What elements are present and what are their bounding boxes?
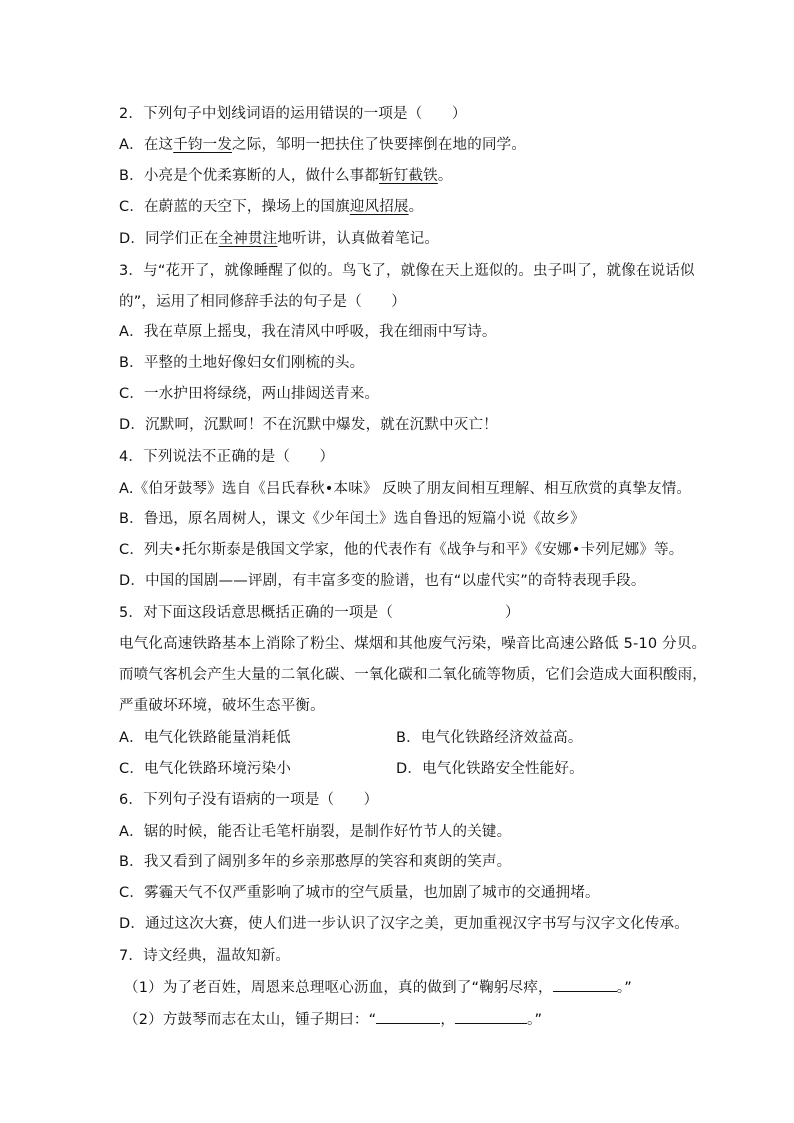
- q7-stem: 7．诗文经典，温故知新。: [119, 948, 291, 964]
- q3-stem-line1: 3．与“花开了，就像睡醒了似的。鸟飞了，就像在天上逛似的。虫子叫了，就像在说话似: [119, 263, 695, 279]
- q7-item-2: （2）方鼓琴而志在太山，锺子期曰：“ ， 。”: [124, 1009, 542, 1030]
- answer-blank[interactable]: [455, 1009, 527, 1024]
- q2-option-a: A．在这千钧一发之际，邹明一把扶住了快要摔倒在地的同学。: [119, 137, 527, 153]
- q6-option-c: C．雾霾天气不仅严重影响了城市的空气质量，也加剧了城市的交通拥堵。: [119, 885, 600, 901]
- q5-option-b: B．电气化铁路经济效益高。: [396, 730, 583, 746]
- q3-stem-line2: 的”，运用了相同修辞手法的句子是（ ）: [119, 294, 407, 310]
- q4-option-d: D．中国的国剧——评剧，有丰富多变的脸谱，也有“以虚代实”的奇特表现手段。: [119, 573, 646, 589]
- q5-passage-line1: 电气化高速铁路基本上消除了粉尘、煤烟和其他废气污染，噪音比高速公路低 5-10 分贝。: [119, 636, 707, 652]
- q2-option-d: D．同学们正在全神贯注地听讲，认真做着笔记。: [119, 231, 440, 247]
- q5-passage-line3: 严重破坏环境，破坏生态平衡。: [119, 698, 325, 714]
- underlined-word: 斩钉截铁: [379, 168, 438, 184]
- q5-option-a: A．电气化铁路能量消耗低: [119, 730, 291, 746]
- q3-option-d: D．沉默呵，沉默呵！不在沉默中爆发，就在沉默中灭亡！: [119, 417, 498, 433]
- q3-option-a: A．我在草原上摇曳，我在清风中呼吸，我在细雨中写诗。: [119, 324, 497, 340]
- underlined-word: 全神贯注: [218, 231, 278, 247]
- underlined-word: 迎风招展: [349, 199, 409, 215]
- q7-item-1: （1）为了老百姓，周恩来总理呕心沥血，真的做到了“鞠躬尽瘁， 。”: [124, 977, 632, 998]
- underlined-word: 千钧一发: [173, 137, 233, 153]
- q3-option-c: C．一水护田将绿绕，两山排闼送青来。: [119, 386, 380, 402]
- q6-option-a: A．锯的时候，能否让毛笔杆崩裂，是制作好竹节人的关键。: [119, 824, 512, 840]
- answer-blank[interactable]: [376, 1009, 440, 1024]
- q5-option-d: D．电气化铁路安全性能好。: [396, 761, 584, 777]
- q5-options-row1: [119, 728, 583, 748]
- q2-stem: 2．下列句子中划线词语的运用错误的一项是（ ）: [119, 106, 467, 122]
- q3-option-b: B．平整的土地好像妇女们刚梳的头。: [119, 355, 365, 371]
- q2-option-b: B．小亮是个优柔寡断的人，做什么事都斩钉截铁。: [119, 168, 453, 184]
- q5-stem: 5．对下面这段话意思概括正确的一项是（ ）: [119, 605, 520, 621]
- q4-option-a: A.《伯牙鼓琴》选自《吕氏春秋•本味》 反映了朋友间相互理解、相互欣赏的真挚友情。: [119, 481, 692, 497]
- q5-passage-line2: 而喷气客机会产生大量的二氧化碳、一氧化碳和二氧化硫等物质，它们会造成大面积酸雨，: [119, 667, 707, 683]
- answer-blank[interactable]: [553, 977, 617, 992]
- q6-option-b: B．我又看到了阔别多年的乡亲那憨厚的笑容和爽朗的笑声。: [119, 854, 512, 870]
- q5-option-c: C．电气化铁路环境污染小: [119, 761, 292, 777]
- q4-option-c: C．列夫•托尔斯泰是俄国文学家，他的代表作有《战争与和平》《安娜•卡列尼娜》等。: [119, 542, 684, 558]
- q4-stem: 4．下列说法不正确的是（ ）: [119, 449, 335, 465]
- q6-option-d: D．通过这次大赛，使人们进一步认识了汉字之美，更加重视汉字书写与汉字文化传承。: [119, 916, 689, 932]
- q2-option-c: C．在蔚蓝的天空下，操场上的国旗迎风招展。: [119, 199, 424, 215]
- q6-stem: 6．下列句子没有语病的一项是（ ）: [119, 792, 379, 808]
- q5-options-row2: [119, 759, 584, 779]
- q4-option-b: B．鲁迅，原名周树人，课文《少年闰土》选自鲁迅的短篇小说《故乡》: [119, 511, 585, 527]
